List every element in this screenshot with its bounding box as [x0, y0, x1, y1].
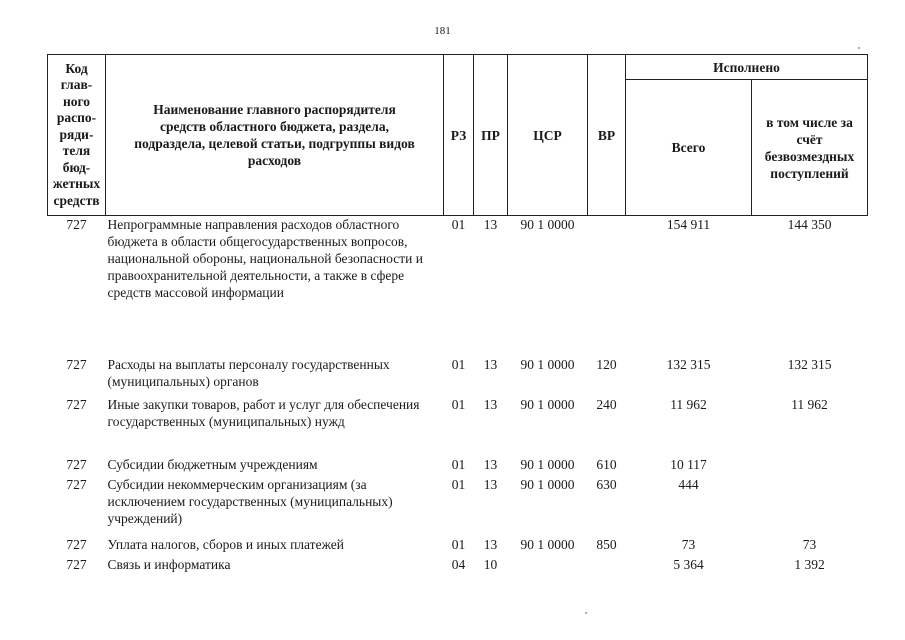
cell-rz: 01 [451, 217, 466, 232]
header-csr: ЦСР [508, 55, 588, 216]
header-code-text [50, 61, 103, 210]
header_name_lines-line: подраздела, целевой статьи, подгруппы видов [134, 136, 415, 151]
cell-name: Связь и информатика [107, 557, 231, 572]
header-executed: Исполнено [626, 55, 868, 80]
cell-pr: 13 [483, 457, 498, 472]
cell-pr: 13 [483, 477, 498, 492]
header_free_lines-line: безвозмездных [764, 148, 855, 164]
header-pr: ПР [474, 55, 508, 216]
cell-total: 10 117 [670, 457, 707, 472]
cell-csr: 90 1 0000 [520, 217, 575, 232]
cell-vr: 610 [596, 457, 617, 472]
budget-table [47, 54, 868, 576]
header_free_lines-line: в том числе за [766, 114, 853, 130]
header_code_lines-line: бюд- [62, 159, 91, 175]
header_free_lines-line: поступлений [770, 165, 849, 181]
cell-code: 727 [66, 217, 87, 232]
cell-name: Расходы на выплаты персоналу государственных (муниципальных) органов [107, 357, 390, 389]
cell-vr: 240 [596, 397, 617, 412]
cell-free [752, 476, 868, 536]
header_code_lines-line: жетных [52, 176, 101, 192]
cell-total: 5 364 [673, 557, 704, 572]
cell-name: Уплата налогов, сборов и иных платежей [107, 537, 344, 552]
cell-name: Субсидии некоммерческим организациям (за исключением государственных (муниципальных) учреждений) [107, 477, 393, 526]
header-total: Всего [626, 80, 752, 216]
cell-total: 154 911 [666, 217, 711, 232]
header_code_lines-line: средств [53, 192, 100, 208]
cell-code: 727 [66, 477, 87, 492]
cell-vr: 120 [596, 357, 617, 372]
cell-total: 11 962 [670, 397, 707, 412]
cell-csr: 90 1 0000 [520, 357, 575, 372]
table-row [48, 536, 868, 556]
header-free [752, 80, 868, 216]
header_code_lines-line: Код [65, 60, 88, 76]
cell-rz: 01 [451, 477, 466, 492]
header_code_lines-line: теля [62, 143, 91, 159]
cell-code: 727 [66, 397, 87, 412]
header-vr: ВР [588, 55, 626, 216]
cell-rz: 01 [451, 457, 466, 472]
header_code_lines-line: распо- [56, 110, 97, 126]
cell-pr: 13 [483, 357, 498, 372]
cell-csr: 90 1 0000 [520, 397, 575, 412]
table-row [48, 456, 868, 476]
header-name [106, 55, 444, 216]
cell-vr: 630 [596, 477, 617, 492]
cell-csr: 90 1 0000 [520, 477, 575, 492]
scan-speck [585, 612, 587, 614]
cell-csr: 90 1 0000 [520, 457, 575, 472]
page-number: 181 [434, 25, 451, 37]
header_code_lines-line: глав- [60, 77, 93, 93]
cell-name: Непрограммные направления расходов областного бюджета в области общегосударственных вопросов, национальной обороны, национальной безопасности и правоохранительной деятельности, а также в сфере средств массовой информации [107, 217, 423, 300]
cell-rz: 01 [451, 397, 466, 412]
cell-free [752, 456, 868, 476]
table-row [48, 396, 868, 456]
header_code_lines-line: ряди- [59, 126, 94, 142]
table-row [48, 216, 868, 357]
header_name_lines-line: Наименование главного распорядителя [153, 102, 396, 117]
header-name-text [108, 101, 441, 169]
header-code [48, 55, 106, 216]
cell-code: 727 [66, 357, 87, 372]
cell-total: 132 315 [666, 357, 711, 372]
table-row [48, 356, 868, 396]
cell-rz: 04 [451, 557, 466, 572]
cell-vr [588, 216, 626, 357]
cell-pr: 10 [483, 557, 498, 572]
cell-pr: 13 [483, 537, 498, 552]
cell-total: 444 [678, 477, 699, 492]
cell-vr: 850 [596, 537, 617, 552]
cell-csr [508, 556, 588, 576]
header_free_lines-line: счёт [796, 131, 823, 147]
table-body [48, 216, 868, 577]
cell-free: 1 392 [794, 557, 825, 572]
scan-speck [858, 47, 860, 49]
cell-name: Субсидии бюджетным учреждениям [107, 457, 318, 472]
cell-pr: 13 [483, 217, 498, 232]
cell-vr [588, 556, 626, 576]
cell-total: 73 [681, 537, 696, 552]
table-header [48, 55, 868, 216]
cell-pr: 13 [483, 397, 498, 412]
header_code_lines-line: ного [62, 93, 91, 109]
cell-free: 73 [802, 537, 817, 552]
cell-rz: 01 [451, 537, 466, 552]
table-row [48, 476, 868, 536]
cell-code: 727 [66, 537, 87, 552]
header_name_lines-line: расходов [247, 153, 302, 168]
cell-name: Иные закупки товаров, работ и услуг для обеспечения государственных (муниципальных) нужд [107, 397, 420, 429]
cell-free: 144 350 [787, 217, 832, 232]
cell-code: 727 [66, 557, 87, 572]
cell-rz: 01 [451, 357, 466, 372]
cell-code: 727 [66, 457, 87, 472]
header-rz: РЗ [444, 55, 474, 216]
table-row [48, 556, 868, 576]
header-free-text [754, 114, 865, 182]
cell-free: 11 962 [791, 397, 828, 412]
cell-free: 132 315 [787, 357, 832, 372]
header_name_lines-line: средств областного бюджета, раздела, [160, 119, 389, 134]
cell-csr: 90 1 0000 [520, 537, 575, 552]
